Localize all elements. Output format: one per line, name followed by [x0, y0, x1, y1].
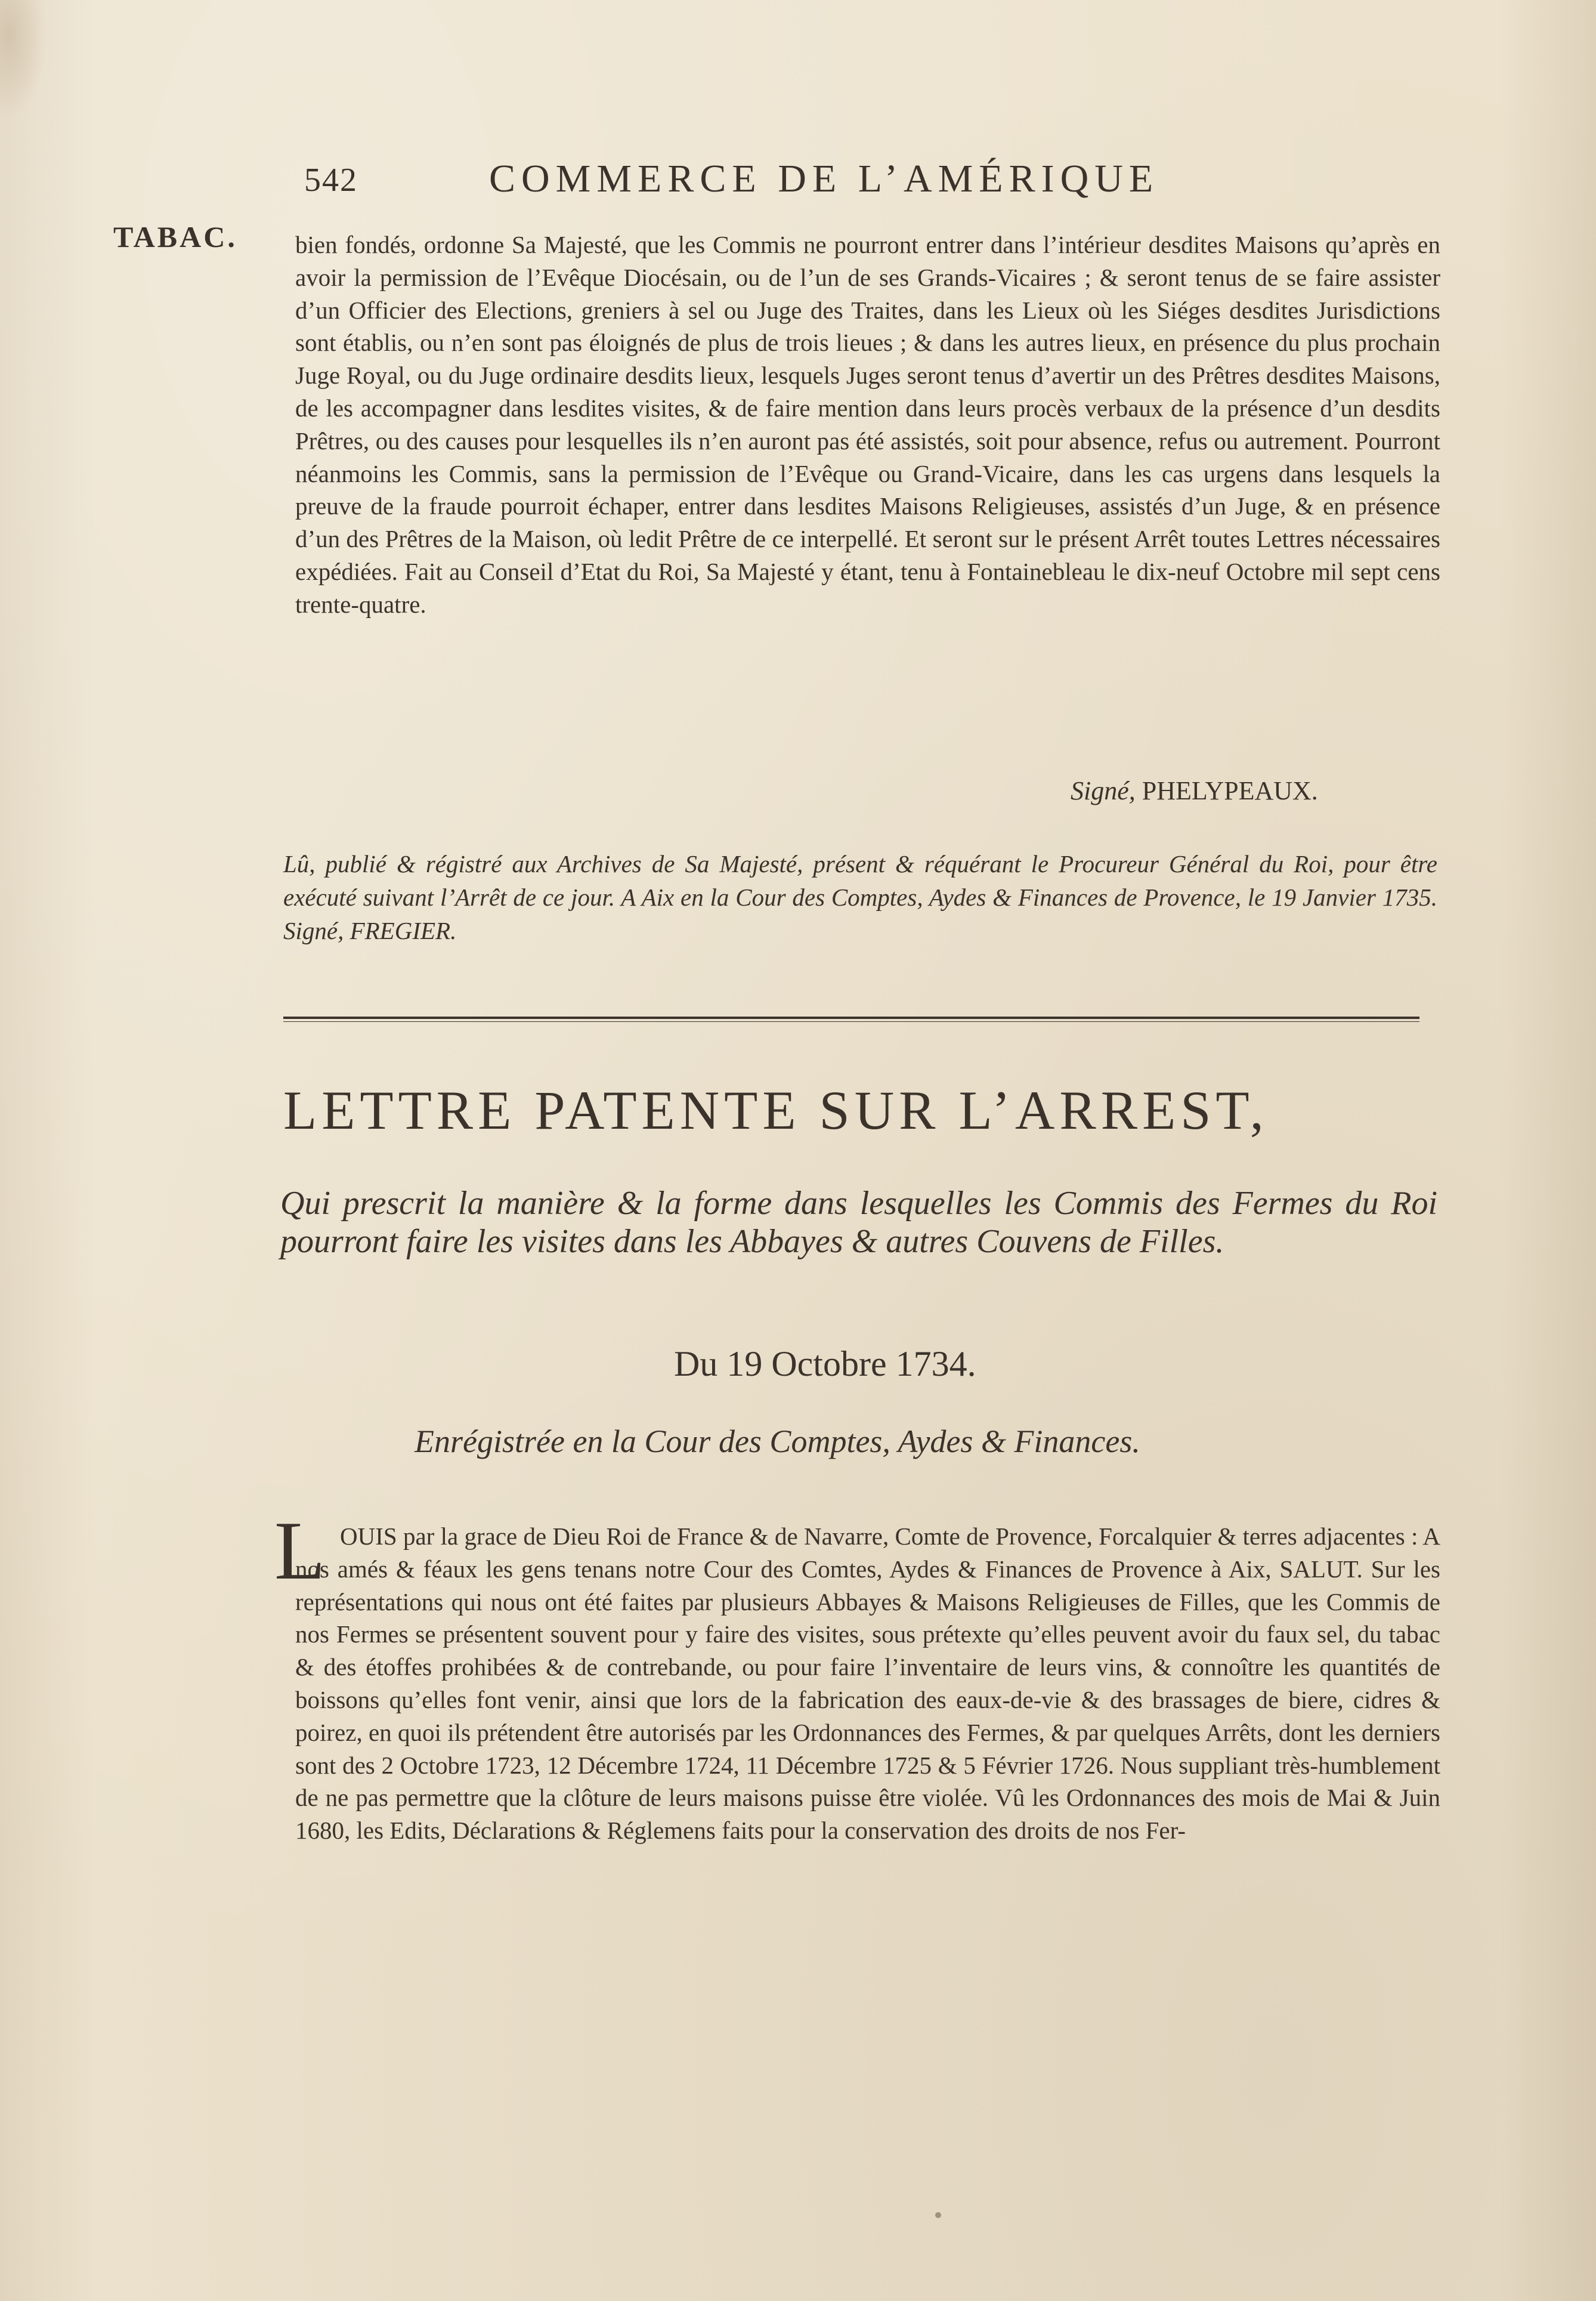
paragraph-lettre-patente: OUIS par la grace de Dieu Roi de France & de Navarre, Comte de Provence, Forcalquier & terres adjacentes : A nos amés & féaux les gens tenans notre Cour des Comtes, Aydes & Finances de Provence à Aix, SALUT. Sur les représentations qui nous ont été faites par plusieurs Abbayes & Maisons Religieuses de Filles, que les Commis de nos Fermes se présentent souvent pour y faire des visites, sous prétexte qu’elles peuvent avoir du faux sel, du tabac & des étoffes prohibées & de contrebande, ou pour faire l’inventaire de leurs vins, & connoître les quantités de boissons qu’elles font venir, ainsi que lors de la fabrication des eaux-de-vie & des brassages de biere, cidres & poirez, en quoi ils prétendent être autorisés par les Ordonnances des Fermes, & par quelques Arrêts, dont les derniers sont des 2 Octobre 1723, 12 Décembre 1724, 11 Décembre 1725 & 5 Février 1726. Nous suppliant très-humblement de ne pas permettre que la clôture de leurs maisons puisse être violée. Vû les Ordonnances des mois de Mai & Juin 1680, les Edits, Déclarations & Réglemens faits pour la conservation des droits de nos Fer- — [295, 1522, 1440, 1845]
paragraph-arret-conclusion: bien fondés, ordonne Sa Majesté, que les Commis ne pourront entrer dans l’intérieur desdites Maisons qu’après en avoir la permission de l’Evêque Diocésain, ou de l’un de ses Grands-Vicaires ; & seront tenus de se faire assister d’un Officier des Elections, greniers à sel ou Juge des Traites, dans les Lieux où les Siéges desdites Jurisdictions sont établis, ou n’en sont pas éloignés de plus de trois lieues ; & dans les autres lieux, en présence du plus prochain Juge Royal, ou du Juge ordinaire desdits lieux, lesquels Juges seront tenus d’avertir un des Prêtres desdites Maisons, de les accompagner dans lesdites visites, & de faire mention dans leurs procès verbaux de la présence d’un desdits Prêtres, ou des causes pour lesquelles ils n’en auront pas été assistés, soit pour absence, refus ou autrement. Pourront néanmoins les Commis, sans la permission de l’Evêque ou Grand-Vicaire, dans les cas urgens dans lesquels la preuve de la fraude pourroit échaper, entrer dans lesdites Maisons Religieuses, assistés d’un Juge, & en présence d’un des Prêtres de la Maison, où ledit Prêtre de ce interpellé. Et seront sur le présent Arrêt toutes Lettres nécessaires expédiées. Fait au Conseil d’Etat du Roi, Sa Majesté y étant, tenu à Fontainebleau le dix-neuf Octobre mil sept cens trente-quatre. — [295, 231, 1440, 618]
signature-line — [1071, 776, 1318, 806]
section-divider — [283, 1017, 1419, 1019]
margin-note: TABAC. — [113, 220, 237, 254]
document-date: Du 19 Octobre 1734. — [674, 1344, 976, 1383]
section-divider-thin — [283, 1021, 1419, 1022]
signature-word: Signé, — [1071, 776, 1136, 805]
paper-speck — [935, 2212, 941, 2218]
running-title: COMMERCE DE L’AMÉRIQUE — [489, 157, 1159, 200]
document-title: LETTRE PATENTE SUR L’ARREST, — [283, 1080, 1269, 1141]
signatory-name: PHELYPEAUX. — [1142, 776, 1318, 805]
document-registration: Enrégistrée en la Cour des Comptes, Aydes & Finances. — [415, 1423, 1140, 1459]
paper-stain — [0, 0, 48, 119]
registration-note: Lû, publié & régistré aux Archives de Sa Majesté, présent & réquérant le Procureur Général du Roi, pour être exécuté suivant l’Arrêt de ce jour. A Aix en la Cour des Comptes, Aydes & Finances de Provence, le 19 Janvier 1735. Signé, FREGIER. — [283, 850, 1437, 944]
running-head — [304, 156, 1437, 204]
drop-cap: L — [274, 1505, 326, 1597]
document-subtitle: Qui prescrit la manière & la forme dans lesquelles les Commis des Fermes du Roi pourront faire les visites dans les Abbayes & autres Couvens de Filles. — [280, 1185, 1437, 1260]
page-number: 542 — [304, 162, 358, 199]
